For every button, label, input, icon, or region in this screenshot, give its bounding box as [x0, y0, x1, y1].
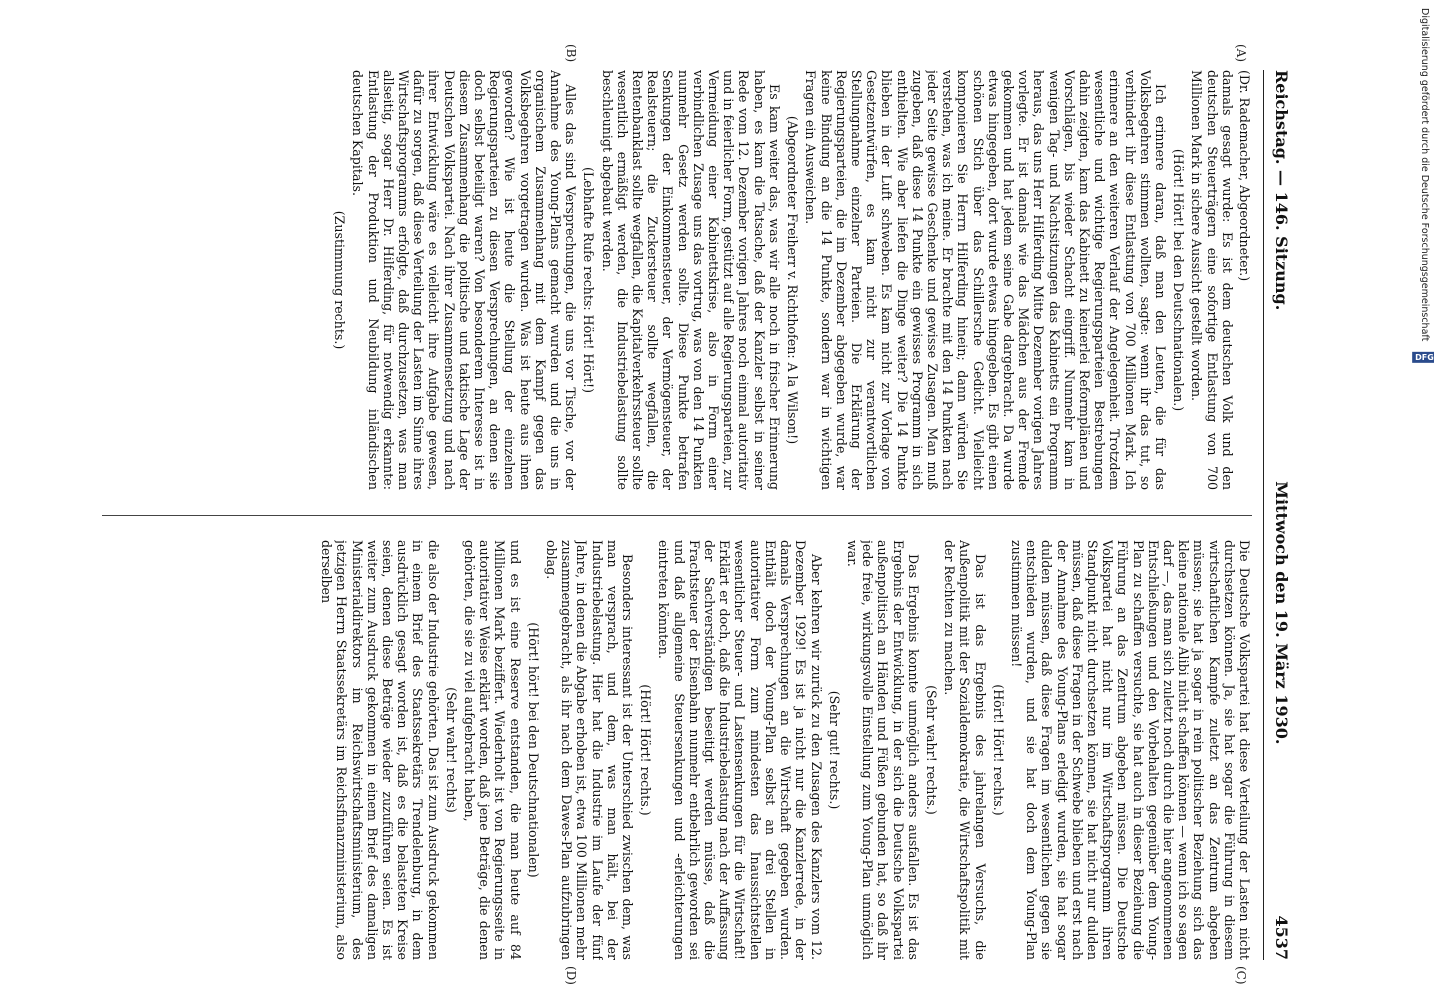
interjection: (Hört! Hört! bei den Deutschnationalen.) [1171, 148, 1187, 412]
paragraph: und es ist eine Reserve entstanden, die man heute auf 84 Millionen Mark beziffert. Wiederholt ist von Regierungsseite in autoritativer Weise erklärt worden, daß jene Beträge, die denen gehörten, die sie zu viel aufgebracht haben, [462, 540, 523, 960]
paragraph: Aber kehren wir zurück zu den Zusagen des Kanzlers vom 12. Dezember 1929! Es ist ja nicht nur die Kanzlerrede, in der damals Versprechungen an die Wirtschaft gegeben wurden. Enthält doch der Young-Plan selbst an drei Stellen in autoritativer Form zum mindesten das Inaussichtstellen wesentlicher Steuer- und Lastensenkungen für die Wirtschaft! Erklärt er doch, daß die Industriebelastung nach der Auffassung der Sachverständigen beseitigt werden müsse, daß die Frachtsteuer der Eisenbahn nunmehr entbehrlich geworden sei und daß allgemeine Steuersenkungen und -erleichterungen eintreten könnten. [656, 540, 824, 960]
column-divider [102, 515, 1252, 516]
interjection: (Hört! Hört! rechts.) [638, 684, 654, 816]
interjection: (Zustimmung rechts.) [332, 210, 348, 350]
paragraph: die also der Industrie gehörten. Das ist zum Ausdruck gekommen in einem Brief des Staatssekretärs Trendelenburg, in dem ausdrücklich gesagt worden ist, daß es die belasteten Kreise seien, denen diese Beträge wieder zuzuführen seien. Es ist weiter zum Ausdruck gekommen in einem Brief des damaligen Ministerialdirektors im Reichswirtschaftsministerium, des jetzigen Herrn Staatssekretärs im Reichsfinanzministerium, also derselben [319, 540, 441, 960]
paragraph: Das Ergebnis konnte unmöglich anders ausfallen. Es ist das Ergebnis der Entwicklung, in der sich die Deutsche Volkspartei außenpolitisch an Händen und Füßen gebunden hat, so daß ihr jede freie, wirkungsvolle Einstellung zum Young-Plan unmöglich war. [844, 540, 921, 960]
interjection: (Sehr wahr! rechts) [443, 687, 459, 813]
paragraph: Alles das sind Versprechungen, die uns vor Tische, vor der Annahme des Young-Plans gemacht wurden und die uns in organischem Zusammenhang mit dem Kampf gegen das Volksbegehren vorgetragen wurden. Was ist heute aus ihnen geworden? Wie ist heute die Stellung der einzelnen Regierungsparteien zu diesen Versprechungen, an denen sie doch selbst beteiligt waren? Von besonderem Interesse ist in diesem Zusammenhang die politische und taktische Lage der Deutschen Volkspartei. Nach ihrer Zusammensetzung und nach ihrer Entwicklung wäre es vielleicht ihre Aufgabe gewesen, dafür zu sorgen, daß diese Verteilung der Lasten im Sinne ihres Wirtschaftsprogramms erfolgte, daß durchzusetzen, was man allseitig, sogar Herr Dr. Hilferding, für notwendig erkannte: Entlastung der Produktion und Neubildung inländischen deutschen Kapitals. [350, 70, 579, 490]
page-number: 4537 [1272, 915, 1292, 960]
header-date: Mittwoch den 19. März 1930. [1272, 481, 1292, 745]
interjection: (Lebhafte Rufe rechts: Hört! Hört!) [581, 166, 597, 394]
paragraph: Ich erinnere daran, daß man den Leuten, die für das Volksbegehren stimmen wollten, sagte: wenn ihr das tut, so verhindert ihr diese Entlastung von 700 Millionen Mark. Ich erinnere an den weiteren Verlauf der Angelegenheit. Trotzdem wesentliche und wichtige Regierungsparteien Bestrebungen dahin zeigten, kam das Kabinett zu keinerlei Reformplänen und Vorschlägen, bis wieder Schacht eingriff. Nunmehr kam in wenigen Tag- und Nachtsitzungen das Kabinetts ein Programm heraus, das uns Herr Hilferding Mitte Dezember vorigen Jahres vorlegte. Er ist damals wie das Mädchen aus der Fremde gekommen und hat jedem seine Gabe dargebracht. Da wurde etwas hingegeben, dort wurde etwas hingegeben. Es gibt einen schönen Stich über das Schillersche Gedicht. Vielleicht komponieren Sie Herrn Hilferding hinein; dann würden Sie verstehen, was ich meine. Er brachte mit den 14 Punkten nach jeder Seite gewisse Geschenke und gewisse Zusagen. Man muß zugeben, daß diese 14 Punkte ein gewisses Programm in sich enthielten. Wie aber liefen die Dinge weiter? Die 14 Punkte blieben in der Luft schweben. Es kam nicht zur Vorlage von Gesetzentwürfen, es kam nicht zur verantwortlichen Stellungnahme einzelner Parteien. Die Erklärung der Regierungsparteien, die im Dezember abgegeben wurde, war keine Bindung an die 14 Punkte, sondern war in wichtigen Fragen ein Ausweichen. [803, 70, 1168, 490]
interjection: (Sehr gut! rechts.) [826, 690, 842, 810]
paragraph: Es kam weiter das, was wir alle noch in frischer Erinnerung haben, es kam die Tatsache, daß der Kanzler selbst in seiner Rede vom 12. Dezember vorigen Jahres noch einmal autoritativ und in feierlicher Form, gestützt auf alle Regierungsparteien, zur Vermeidung einer Kabinettskrise, also in Form einer verbindlichen Zusage uns das vortrug, was von den 14 Punkten nunmehr Gesetz werden sollte. Diese Punkte betrafen Senkungen der Einkommensteuer, der Vermögensteuer, der Realsteuern; die Zuckersteuer sollte wegfallen, die Rentenbanklast sollte wegfallen, die Kapitalverkehrssteuer sollte wesentlich ermäßigt werden, die Industriebelastung sollte beschleunigt abgebaut werden. [599, 70, 782, 490]
interjection: (Sehr wahr! rechts.) [923, 685, 939, 815]
paragraph: Die Deutsche Volkspartei hat diese Verteilung der Lasten nicht durchsetzen können. Ja, sie hat sogar die Führung in diesem wirtschaftlichen Kampfe zuletzt an das Zentrum abgeben müssen; sie hat ja sogar in rein politischer Beziehung sich das kleine nationale Alibi nicht schaffen können — wenn ich so sagen darf —, das man sich zuletzt noch durch die hier angenommenen Entschließungen und den Vorbehalten gegenüber dem Young-Plan zu schaffen versuchte, sie hat auch in dieser Beziehung die Führung an das Zentrum abgeben müssen. Die Deutsche Volkspartei hat nicht nur im Wirtschaftsprogramm ihren Standpunkt nicht durchsetzen können, sie hat nicht nur dulden müssen, daß diese Fragen in der Schwebe blieben und erst nach der Annahme des Young-Plans erledigt wurden, sie hat sogar dulden müssen, daß diese Fragen im wesentlichen gegen sie entschieden wurden, und sie hat doch dem Young-Plan zustimmen müssen! [1008, 540, 1252, 960]
paragraph: Das ist das Ergebnis des jahrelangen Versuchs, die Außenpolitik mit der Sozialdemokratie, die Wirtschaftspolitik mit der Rechten zu machen. [942, 540, 988, 960]
page-header [1263, 70, 1300, 960]
margin-mark-b: (B) [564, 44, 578, 63]
right-column [87, 540, 1252, 960]
header-session: Reichstag. — 146. Sitzung. [1272, 70, 1292, 311]
interjection: (Hört! hört! bei den Deutschnationalen) [525, 622, 541, 878]
credit-text: Digitalisierung gefördert durch die Deutsche Forschungsgemeinschaft [1419, 8, 1430, 342]
interjection: (Abgeordneter Freiherr v. Richthofen: A la Wilson!) [785, 115, 801, 445]
margin-mark-a: (A) [1234, 44, 1248, 63]
dfg-logo: DFG [1412, 352, 1434, 363]
margin-mark-d: (D) [564, 966, 578, 985]
margin-mark-c: (C) [1234, 966, 1248, 985]
interjection: (Hört! Hört! rechts.) [990, 684, 1006, 816]
paragraph: Besonders interessant ist der Unterschied zwischen dem, was man versprach, und dem, was man hält, bei der Industriebelastung. Hier hat die Industrie im Laufe der fünf Jahre, in denen die Abgabe erhoben ist, etwa 100 Millionen mehr zusammengebracht, als ihr nach dem Dawes-Plan aufzubringen oblag. [544, 540, 636, 960]
paragraph: damals gesagt wurde: Es ist dem deutschen Volk und den deutschen Steuerträgern eine sofortige Entlastung von 700 Millionen Mark in sichere Aussicht gestellt worden. [1189, 70, 1235, 490]
left-column [87, 70, 1252, 490]
paragraph: (Dr. Rademacher, Abgeordneter.) [1237, 70, 1252, 282]
digitization-credit [1415, 8, 1434, 370]
rotated-page [80, 44, 1300, 985]
